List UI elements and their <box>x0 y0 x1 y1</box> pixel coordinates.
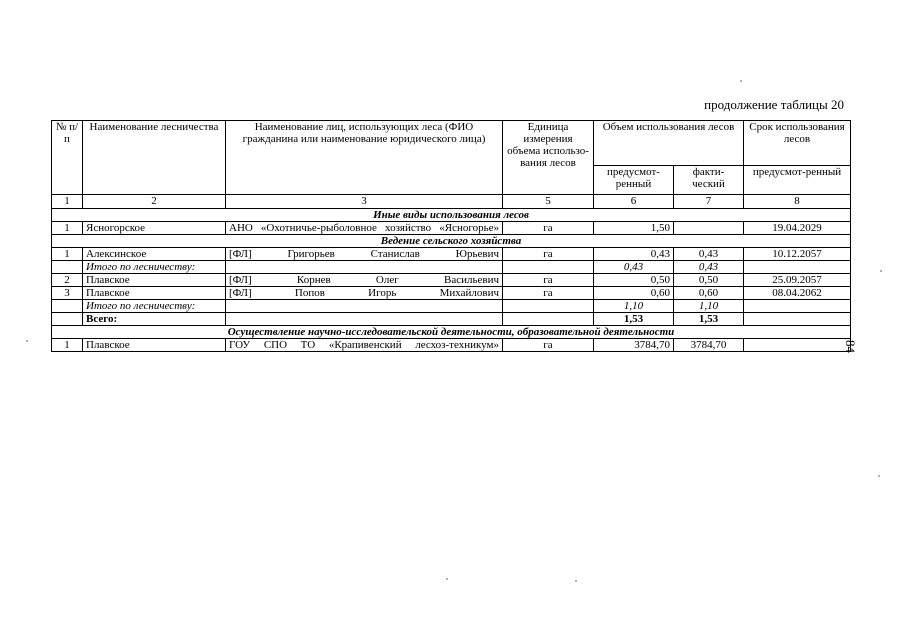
row-planned: 1,53 <box>594 313 674 326</box>
table-row <box>52 339 851 352</box>
row-label: Итого по лесничеству: <box>83 300 226 313</box>
row-num: 3 <box>52 287 83 300</box>
row-unit: га <box>503 248 594 261</box>
row-planned: 0,43 <box>594 261 674 274</box>
table-continuation-caption: продолжение таблицы 20 <box>704 97 844 112</box>
row-planned: 0,50 <box>594 274 674 287</box>
col-number: 2 <box>83 195 226 209</box>
col-number: 6 <box>594 195 674 209</box>
row-forestry: Ясногорское <box>83 222 226 235</box>
row-planned: 1,50 <box>594 222 674 235</box>
row-term: 19.04.2029 <box>744 222 851 235</box>
row-forestry: Алексинское <box>83 248 226 261</box>
col-number: 1 <box>52 195 83 209</box>
row-actual: 0,50 <box>674 274 744 287</box>
row-actual: 0,60 <box>674 287 744 300</box>
row-planned: 1,10 <box>594 300 674 313</box>
row-actual: 0,43 <box>674 248 744 261</box>
header-unit: Единица измерения объема использо-вания лесов <box>503 121 594 195</box>
row-empty <box>503 313 594 326</box>
row-num: 1 <box>52 339 83 352</box>
row-user: [ФЛ] Попов Игорь Михайлович <box>226 287 503 300</box>
row-num-empty <box>52 261 83 274</box>
row-planned: 0,60 <box>594 287 674 300</box>
header-forestry: Наименование лесничества <box>83 121 226 195</box>
forest-use-table <box>51 120 851 352</box>
row-planned: 0,43 <box>594 248 674 261</box>
row-unit: га <box>503 287 594 300</box>
row-unit: га <box>503 222 594 235</box>
subtotal-row <box>52 300 851 313</box>
row-planned: 3784,70 <box>594 339 674 352</box>
section-row <box>52 209 851 222</box>
section-title: Осуществление научно-исследовательской деятельности, образовательной деятельности <box>52 326 851 339</box>
header-term-planned: предусмот-ренный <box>744 166 851 195</box>
col-number: 3 <box>226 195 503 209</box>
row-actual: 3784,70 <box>674 339 744 352</box>
row-actual: 1,10 <box>674 300 744 313</box>
row-num-empty <box>52 313 83 326</box>
row-num: 1 <box>52 222 83 235</box>
row-forestry: Плавское <box>83 339 226 352</box>
row-num-empty <box>52 300 83 313</box>
row-empty <box>744 261 851 274</box>
row-actual: 0,43 <box>674 261 744 274</box>
row-empty <box>226 261 503 274</box>
section-row <box>52 326 851 339</box>
header-num: № п/п <box>52 121 83 195</box>
total-row <box>52 313 851 326</box>
section-row <box>52 235 851 248</box>
row-empty <box>744 300 851 313</box>
col-number: 5 <box>503 195 594 209</box>
row-empty <box>744 313 851 326</box>
header-planned: предусмот-ренный <box>594 166 674 195</box>
row-empty <box>503 300 594 313</box>
row-unit: га <box>503 339 594 352</box>
header-volume: Объем использования лесов <box>594 121 744 166</box>
header-user: Наименование лиц, использующих леса (ФИО гражданина или наименование юридического лица) <box>226 121 503 195</box>
section-title: Ведение сельского хозяйства <box>52 235 851 248</box>
row-empty <box>226 313 503 326</box>
row-term <box>744 339 851 352</box>
row-actual <box>674 222 744 235</box>
row-unit: га <box>503 274 594 287</box>
header-term: Срок использования лесов <box>744 121 851 166</box>
table-row <box>52 222 851 235</box>
row-actual: 1,53 <box>674 313 744 326</box>
row-user: [ФЛ] Григорьев Станислав Юрьевич <box>226 248 503 261</box>
row-empty <box>503 261 594 274</box>
subtotal-row <box>52 261 851 274</box>
row-num: 1 <box>52 248 83 261</box>
row-term: 25.09.2057 <box>744 274 851 287</box>
header-actual: факти-ческий <box>674 166 744 195</box>
table-row <box>52 248 851 261</box>
row-term: 08.04.2062 <box>744 287 851 300</box>
row-forestry: Плавское <box>83 274 226 287</box>
page-number: 84 <box>843 340 858 353</box>
row-label: Всего: <box>83 313 226 326</box>
row-forestry: Плавское <box>83 287 226 300</box>
table-row <box>52 287 851 300</box>
col-number: 8 <box>744 195 851 209</box>
section-title: Иные виды использования лесов <box>52 209 851 222</box>
row-empty <box>226 300 503 313</box>
table-row <box>52 274 851 287</box>
row-user: АНО «Охотничье-рыболовное хозяйство «Ясногорье» <box>226 222 503 235</box>
row-user: [ФЛ] Корнев Олег Васильевич <box>226 274 503 287</box>
row-user: ГОУ СПО ТО «Крапивенский лесхоз-техникум» <box>226 339 503 352</box>
row-label: Итого по лесничеству: <box>83 261 226 274</box>
row-term: 10.12.2057 <box>744 248 851 261</box>
row-num: 2 <box>52 274 83 287</box>
col-number: 7 <box>674 195 744 209</box>
